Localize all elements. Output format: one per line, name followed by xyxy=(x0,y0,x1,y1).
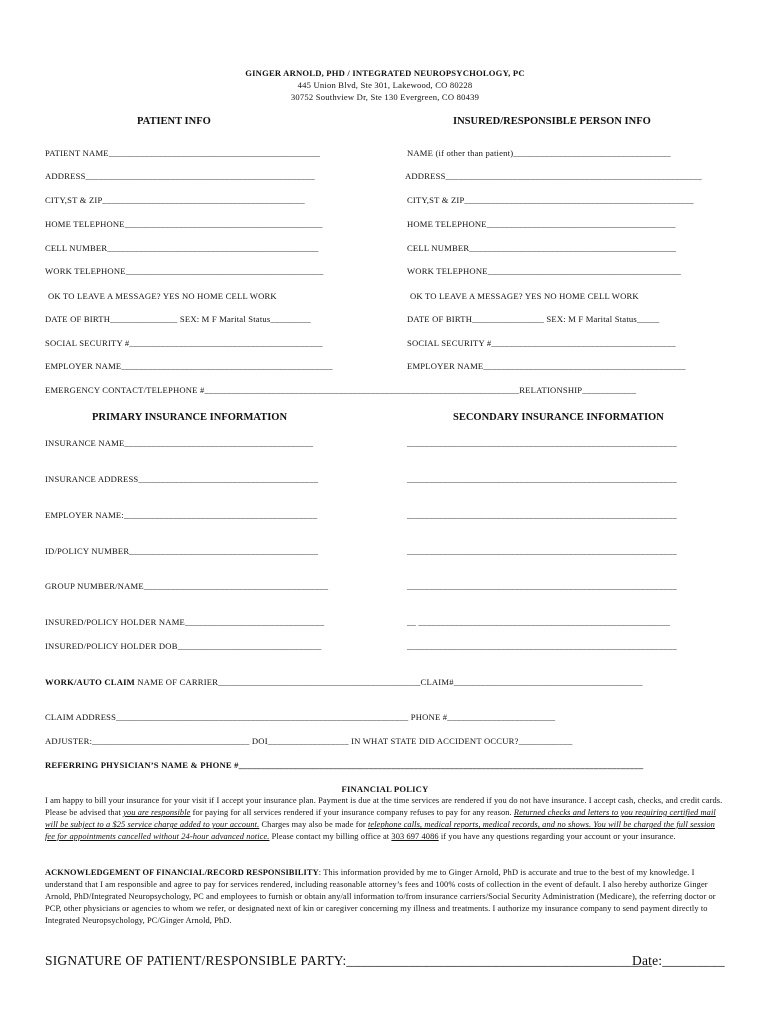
claim-address-field[interactable]: CLAIM ADDRESS_________________________________________________________________ PHONE #________________________ xyxy=(45,712,556,722)
billing-phone: 303 697 4086 xyxy=(391,832,439,841)
patient-cell-field[interactable]: CELL NUMBER_______________________________________________ xyxy=(45,243,319,253)
secondary-holder-name-field[interactable]: __ ________________________________________________________ xyxy=(407,617,671,627)
primary-policy-number-field[interactable]: ID/POLICY NUMBER__________________________________________ xyxy=(45,546,319,556)
carrier-claim-fields[interactable]: NAME OF CARRIER_____________________________________________CLAIM#__________________________________________ xyxy=(134,677,643,687)
patient-employer-field[interactable]: EMPLOYER NAME_______________________________________________ xyxy=(45,361,333,371)
primary-insurance-title: PRIMARY INSURANCE INFORMATION xyxy=(92,412,288,423)
acknowledgement-text: ACKNOWLEDGEMENT OF FINANCIAL/RECORD RESPONSIBILITY: This information provided by me to Ginger Arnold, PhD is accurate and true to the best of my knowledge. I understand that I am responsible and agree to pay for services rendered, including reasonable attorney’s fees and 100% costs of collection in the event of default. I also hereby authorize Ginger Arnold, PhD/Integrated Neuropsychology, PC and employees to furnish or obtain any/all information to/from insurance carriers/Social Security Administration (Medicare), the referring doctor or PCP, other physicians or agencies to whom we refer, or designated next of kin or caregiver concerning my illness and treatments. I authorize my insurance company to send payment directly to Integrated Neuropsychology, PC/Ginger Arnold, PhD. xyxy=(45,868,716,925)
secondary-policy-number-field[interactable]: ____________________________________________________________ xyxy=(407,546,677,556)
primary-insurance-name-field[interactable]: INSURANCE NAME__________________________________________ xyxy=(45,438,314,448)
practice-address-2: 30752 Southview Dr, Ste 130 Evergreen, CO 80439 xyxy=(290,92,480,102)
patient-message-options[interactable]: OK TO LEAVE A MESSAGE? YES NO HOME CELL WORK xyxy=(48,291,277,301)
secondary-insurance-title: SECONDARY INSURANCE INFORMATION xyxy=(453,412,664,423)
acknowledgement-label: ACKNOWLEDGEMENT OF FINANCIAL/RECORD RESPONSIBILITY xyxy=(45,868,319,877)
primary-employer-field[interactable]: EMPLOYER NAME:___________________________________________ xyxy=(45,510,318,520)
signature-field[interactable]: SIGNATURE OF PATIENT/RESPONSIBLE PARTY:____________________________________________ xyxy=(45,953,653,968)
financial-policy-title: FINANCIAL POLICY xyxy=(341,784,429,794)
patient-home-telephone-field[interactable]: HOME TELEPHONE____________________________________________ xyxy=(45,219,323,229)
insured-dob-field[interactable]: DATE OF BIRTH________________ SEX: M F Marital Status_____ xyxy=(407,314,660,324)
insured-ssn-field[interactable]: SOCIAL SECURITY #_________________________________________ xyxy=(407,338,676,348)
insured-message-options[interactable]: OK TO LEAVE A MESSAGE? YES NO HOME CELL WORK xyxy=(410,291,639,301)
insured-employer-field[interactable]: EMPLOYER NAME_____________________________________________ xyxy=(407,361,686,371)
insured-info-title: INSURED/RESPONSIBLE PERSON INFO xyxy=(453,116,651,127)
patient-info-title: PATIENT INFO xyxy=(137,116,211,127)
work-auto-claim-row[interactable] xyxy=(45,677,643,687)
patient-city-field[interactable]: CITY,ST & ZIP_____________________________________________ xyxy=(45,195,305,205)
secondary-insurance-name-field[interactable]: ____________________________________________________________ xyxy=(407,438,677,448)
practice-address-1: 445 Union Blvd, Ste 301, Lakewood, CO 80228 xyxy=(297,80,473,90)
practice-name: GINGER ARNOLD, PHD / INTEGRATED NEUROPSYCHOLOGY, PC xyxy=(245,68,525,78)
patient-name-field[interactable]: PATIENT NAME_______________________________________________ xyxy=(45,148,321,158)
primary-insurance-address-field[interactable]: INSURANCE ADDRESS________________________________________ xyxy=(45,474,319,484)
patient-address-field[interactable]: ADDRESS___________________________________________________ xyxy=(45,171,315,181)
insured-work-telephone-field[interactable]: WORK TELEPHONE___________________________________________ xyxy=(407,266,682,276)
financial-policy-text: I am happy to bill your insurance for your visit if I accept your insurance plan. Payment is due at the time services are rendered if you do not have insurance. I accept cash, checks, and credit cards. Please be advised that you are responsible for paying for all services rendered if your insurance company refuses to pay for any reason. Returned checks and letters to you requiring certified mail will be subject to a $25 service charge added to your account. Charges may also be made for telephone calls, medical reports, medical records, and no shows. You will be charged the full session fee for appointments cancelled without 24-hour advanced notice. Please contact my billing office at 303 697 4086 if you have any questions regarding your account or your insurance. xyxy=(45,796,723,841)
emergency-contact-field[interactable]: EMERGENCY CONTACT/TELEPHONE #______________________________________________________________________RELATIONSHIP____________ xyxy=(45,385,637,395)
adjuster-field[interactable]: ADJUSTER:___________________________________ DOI__________________ IN WHAT STATE DID ACCIDENT OCCUR?____________ xyxy=(45,736,573,746)
patient-work-telephone-field[interactable]: WORK TELEPHONE____________________________________________ xyxy=(45,266,324,276)
returned-checks-notice: Returned checks and letters to you requiring certified mail will be subject to a $25 service charge added to your account. xyxy=(45,808,716,829)
primary-group-field[interactable]: GROUP NUMBER/NAME_________________________________________ xyxy=(45,581,329,591)
date-field[interactable]: Date:_________ xyxy=(632,953,725,968)
insured-name-field[interactable]: NAME (if other than patient)___________________________________ xyxy=(407,148,671,158)
referring-physician-field[interactable]: REFERRING PHYSICIAN’S NAME & PHONE #__________________________________________________________________________________________ xyxy=(45,760,644,770)
patient-ssn-field[interactable]: SOCIAL SECURITY #___________________________________________ xyxy=(45,338,323,348)
insured-cell-field[interactable]: CELL NUMBER______________________________________________ xyxy=(407,243,677,253)
charges-notice: telephone calls, medical reports, medical records, and no shows. You will be charged the full session fee for appointments cancelled without 24-hour advanced notice. xyxy=(45,820,715,841)
secondary-insurance-address-field[interactable]: ____________________________________________________________ xyxy=(407,474,677,484)
patient-dob-field[interactable]: DATE OF BIRTH_______________ SEX: M F Marital Status_________ xyxy=(45,314,311,324)
insured-city-field[interactable]: CITY,ST & ZIP___________________________________________________ xyxy=(407,195,694,205)
work-auto-claim-label: WORK/AUTO CLAIM xyxy=(45,677,135,687)
secondary-holder-dob-field[interactable]: ____________________________________________________________ xyxy=(407,641,677,651)
insured-home-telephone-field[interactable]: HOME TELEPHONE__________________________________________ xyxy=(407,219,676,229)
secondary-employer-field[interactable]: ____________________________________________________________ xyxy=(407,510,677,520)
responsible-emphasis: you are responsible xyxy=(123,808,191,817)
primary-holder-name-field[interactable]: INSURED/POLICY HOLDER NAME_______________________________ xyxy=(45,617,325,627)
primary-holder-dob-field[interactable]: INSURED/POLICY HOLDER DOB________________________________ xyxy=(45,641,322,651)
insured-address-field[interactable]: ADDRESS_________________________________________________________ xyxy=(405,171,702,181)
secondary-group-field[interactable]: ____________________________________________________________ xyxy=(407,581,677,591)
